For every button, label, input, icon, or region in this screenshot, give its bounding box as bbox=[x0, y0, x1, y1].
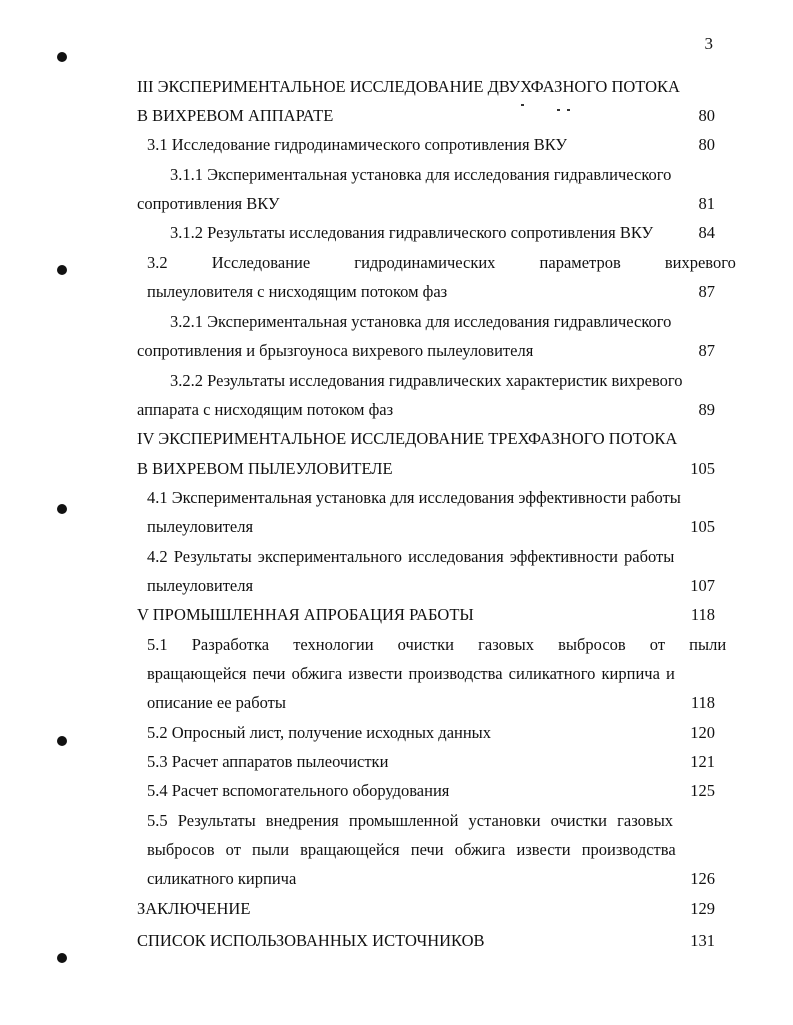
toc-page: 121 bbox=[690, 752, 715, 771]
toc-entry-line: В ВИХРЕВОМ АППАРАТЕ bbox=[137, 106, 334, 125]
toc-entry-line: 5.5 Результаты внедрения промышленной установки очистки газовых bbox=[147, 811, 674, 830]
punch-hole bbox=[57, 504, 67, 514]
toc-entry-line: ЗАКЛЮЧЕНИЕ bbox=[137, 899, 251, 918]
toc-entry-line: описание ее работы bbox=[147, 693, 286, 712]
toc-page: 118 bbox=[690, 693, 715, 712]
toc-page: 87 bbox=[698, 282, 715, 301]
toc-entry-line: 3.2 Исследование гидродинамических параметров вихревого bbox=[147, 253, 736, 272]
toc-entry-line: 4.2 Результаты экспериментального исследования эффективности работы bbox=[147, 547, 675, 566]
scan-speck bbox=[567, 109, 570, 111]
toc-entry-line: В ВИХРЕВОМ ПЫЛЕУЛОВИТЕЛЕ bbox=[137, 459, 393, 478]
toc-page: 118 bbox=[690, 605, 715, 624]
scan-speck bbox=[557, 109, 560, 111]
toc-entry-line: 3.2.2 Результаты исследования гидравлических характеристик вихревого bbox=[170, 371, 683, 390]
toc-page: 87 bbox=[698, 341, 715, 360]
toc-entry-line: СПИСОК ИСПОЛЬЗОВАННЫХ ИСТОЧНИКОВ bbox=[137, 931, 485, 950]
toc-page: 80 bbox=[698, 135, 715, 154]
toc-entry-line: сопротивления и брызгоуноса вихревого пылеуловителя bbox=[137, 341, 534, 360]
toc-entry-line: пылеуловителя с нисходящим потоком фаз bbox=[147, 282, 448, 301]
toc-entry-line: 4.1 Экспериментальная установка для исследования эффективности работы bbox=[147, 488, 681, 507]
toc-entry-line: 5.2 Опросный лист, получение исходных данных bbox=[147, 723, 492, 742]
toc-entry-line: 3.1 Исследование гидродинамического сопротивления ВКУ bbox=[147, 135, 568, 154]
toc-entry-line: IV ЭКСПЕРИМЕНТАЛЬНОЕ ИССЛЕДОВАНИЕ ТРЕХФАЗНОГО ПОТОКА bbox=[137, 429, 678, 448]
toc-entry-line: 5.3 Расчет аппаратов пылеочистки bbox=[147, 752, 389, 771]
toc-entry-line: силикатного кирпича bbox=[147, 869, 297, 888]
punch-hole bbox=[57, 52, 67, 62]
toc-entry-line: аппарата с нисходящим потоком фаз bbox=[137, 400, 394, 419]
toc-entry-line: сопротивления ВКУ bbox=[137, 194, 280, 213]
toc-text: III ЭКСПЕРИМЕНТАЛЬНОЕ ИССЛЕДОВАНИЕ ДВУХФАЗНОГО ПОТОКА bbox=[137, 77, 680, 96]
toc-entry-line: пылеуловителя bbox=[147, 576, 254, 595]
toc-entry-line: 3.1.1 Экспериментальная установка для исследования гидравлического bbox=[170, 165, 672, 184]
toc-entry-line: 3.2.1 Экспериментальная установка для исследования гидравлического bbox=[170, 312, 672, 331]
toc-page: 80 bbox=[698, 106, 715, 125]
toc-page: 89 bbox=[698, 400, 715, 419]
toc-entry-line: пылеуловителя bbox=[147, 517, 254, 536]
punch-hole bbox=[57, 953, 67, 963]
toc-page: 84 bbox=[698, 223, 715, 242]
toc-entry-line: выбросов от пыли вращающейся печи обжига извести производства bbox=[147, 840, 676, 859]
toc-entry-line: V ПРОМЫШЛЕННАЯ АПРОБАЦИЯ РАБОТЫ bbox=[137, 605, 474, 624]
toc-page: 126 bbox=[690, 869, 715, 888]
toc-page: 129 bbox=[690, 899, 715, 918]
punch-hole bbox=[57, 736, 67, 746]
toc-page: 131 bbox=[690, 931, 715, 950]
toc-entry-line bbox=[137, 77, 713, 97]
page-number: 3 bbox=[704, 34, 713, 53]
toc-entry-line: 5.1 Разработка технологии очистки газовых выбросов от пыли bbox=[147, 635, 727, 654]
toc-page: 107 bbox=[690, 576, 715, 595]
toc-page: 81 bbox=[698, 194, 715, 213]
scan-speck bbox=[521, 104, 524, 106]
toc-entry-line: вращающейся печи обжига извести производства силикатного кирпича и bbox=[147, 664, 675, 683]
toc-page: 105 bbox=[690, 517, 715, 536]
toc-page: 120 bbox=[690, 723, 715, 742]
toc-page: 125 bbox=[690, 781, 715, 800]
toc-entry-line: 5.4 Расчет вспомогательного оборудования bbox=[147, 781, 450, 800]
toc-entry-line: 3.1.2 Результаты исследования гидравлического сопротивления ВКУ bbox=[170, 223, 654, 242]
toc-page: 105 bbox=[690, 459, 715, 478]
punch-hole bbox=[57, 265, 67, 275]
